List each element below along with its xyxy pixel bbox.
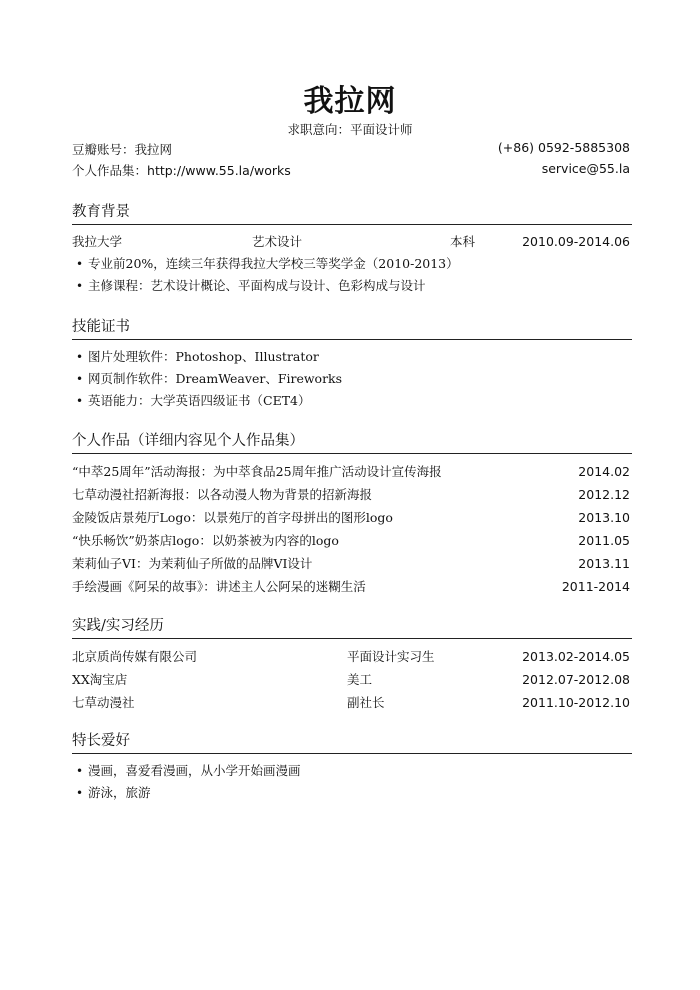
work-date: 2011.05 bbox=[578, 533, 630, 548]
hobbies-section bbox=[72, 729, 632, 804]
education-section bbox=[72, 200, 632, 297]
school-name: 我拉大学 bbox=[72, 234, 123, 249]
job-objective: 求职意向：平面设计师 bbox=[287, 122, 413, 137]
work-date: 2013.11 bbox=[578, 556, 630, 571]
experience-item bbox=[72, 668, 632, 691]
work-date: 2012.12 bbox=[578, 487, 630, 502]
section-title-experience: 实践/实习经历 bbox=[72, 614, 632, 639]
organization: 七草动漫社 bbox=[72, 695, 135, 710]
experience-rows bbox=[72, 645, 632, 714]
work-description: 金陵饭店景苑厅Logo：以景苑厅的首字母拼出的图形logo bbox=[72, 510, 393, 525]
hobbies-rows bbox=[72, 760, 632, 804]
experience-period: 2011.10-2012.10 bbox=[522, 695, 630, 710]
list-item: • 英语能力：大学英语四级证书（CET4） bbox=[72, 390, 632, 412]
work-description: 手绘漫画《阿呆的故事》：讲述主人公阿呆的迷糊生活 bbox=[72, 579, 366, 594]
education-period: 2010.09-2014.06 bbox=[522, 234, 630, 249]
skills-section bbox=[72, 315, 632, 412]
education-entry bbox=[72, 231, 632, 253]
work-description: “快乐畅饮”奶茶店logo：以奶茶被为内容的logo bbox=[72, 533, 339, 548]
section-title-works: 个人作品（详细内容见个人作品集） bbox=[72, 429, 632, 454]
section-title-hobbies: 特长爱好 bbox=[72, 729, 632, 754]
douban-account bbox=[72, 140, 172, 158]
work-description: 茉莉仙子VI：为茉莉仙子所做的品牌VI设计 bbox=[72, 556, 313, 571]
education-rows bbox=[72, 231, 632, 297]
resume-name: 我拉网 bbox=[303, 84, 397, 119]
works-rows bbox=[72, 460, 632, 598]
role: 平面设计实习生 bbox=[347, 649, 435, 664]
work-description: 七草动漫社招新海报：以各动漫人物为背景的招新海报 bbox=[72, 487, 373, 502]
work-item bbox=[72, 460, 632, 483]
portfolio-link[interactable]: http://www.55.la/works bbox=[147, 163, 291, 178]
phone-number: (+86) 0592-5885308 bbox=[497, 140, 630, 155]
work-description: “中萃25周年”活动海报：为中萃食品25周年推广活动设计宣传海报 bbox=[72, 464, 442, 479]
list-item: • 网页制作软件：DreamWeaver、Fireworks bbox=[72, 368, 632, 390]
experience-period: 2012.07-2012.08 bbox=[522, 672, 630, 687]
work-date: 2013.10 bbox=[578, 510, 630, 525]
work-date: 2011-2014 bbox=[561, 579, 630, 594]
list-item: • 图片处理软件：Photoshop、Illustrator bbox=[72, 346, 632, 368]
work-date: 2014.02 bbox=[578, 464, 630, 479]
experience-item bbox=[72, 645, 632, 668]
organization: XX淘宝店 bbox=[72, 672, 128, 687]
works-section bbox=[72, 429, 632, 598]
portfolio bbox=[72, 161, 291, 179]
experience-period: 2013.02-2014.05 bbox=[522, 649, 630, 664]
experience-section bbox=[72, 614, 632, 714]
list-item: • 漫画，喜爱看漫画，从小学开始画漫画 bbox=[72, 760, 632, 782]
work-item bbox=[72, 529, 632, 552]
work-item bbox=[72, 575, 632, 598]
section-title-skills: 技能证书 bbox=[72, 315, 632, 340]
degree: 本科 bbox=[450, 234, 476, 249]
contact-row-1 bbox=[72, 140, 630, 158]
role: 美工 bbox=[347, 672, 373, 687]
email-address[interactable]: service@55.la bbox=[541, 161, 630, 176]
list-item: • 主修课程：艺术设计概论、平面构成与设计、色彩构成与设计 bbox=[72, 275, 632, 297]
work-item bbox=[72, 483, 632, 506]
organization: 北京质尚传媒有限公司 bbox=[72, 649, 198, 664]
douban-label: 豆瓣账号： bbox=[72, 142, 135, 157]
portfolio-label: 个人作品集： bbox=[72, 163, 148, 178]
role: 副社长 bbox=[347, 695, 385, 710]
experience-item bbox=[72, 691, 632, 714]
work-item bbox=[72, 506, 632, 529]
work-item bbox=[72, 552, 632, 575]
skills-rows bbox=[72, 346, 632, 412]
list-item: • 专业前20%，连续三年获得我拉大学校三等奖学金（2010-2013） bbox=[72, 253, 632, 275]
major: 艺术设计 bbox=[252, 234, 303, 249]
contact-row-2 bbox=[72, 161, 630, 179]
list-item: • 游泳，旅游 bbox=[72, 782, 632, 804]
section-title-education: 教育背景 bbox=[72, 200, 632, 225]
douban-value: 我拉网 bbox=[134, 142, 173, 157]
